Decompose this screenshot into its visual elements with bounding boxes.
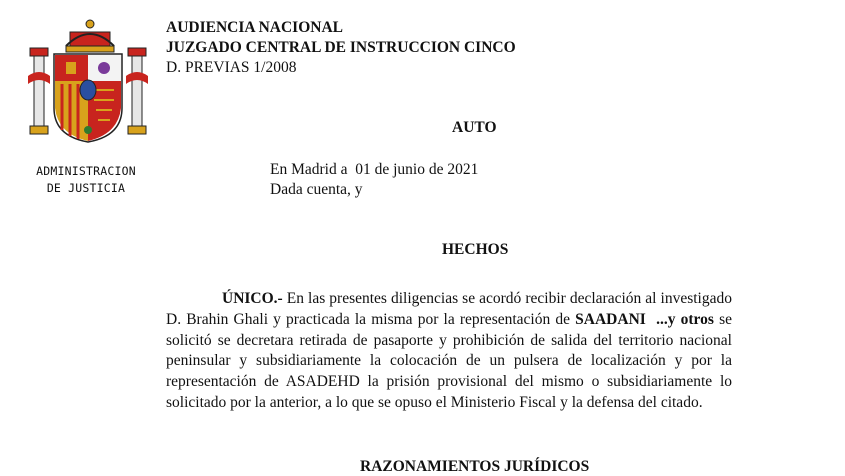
administracion-de-justicia bbox=[22, 163, 150, 197]
unico-text-2: se solicitó se decretara retirada de pasaporte y prohibición de salida del territorio nacional peninsular y subsidiariamente la colocación de un pulsera de localización y por la representación de ASADEHD la prisión provisional del mismo o subsidiariamente lo solicitado por la anterior, a lo que se opuso el Ministerio Fiscal y la defensa del citado. bbox=[166, 310, 732, 411]
admin-line-1: ADMINISTRACION bbox=[36, 164, 136, 178]
razonamientos-title: RAZONAMIENTOS JURÍDICOS bbox=[360, 458, 590, 475]
unico-bold-name: SAADANI ...y otros bbox=[575, 310, 714, 328]
case-number: D. PREVIAS 1/2008 bbox=[166, 59, 297, 76]
admin-line-2: DE JUSTICIA bbox=[46, 181, 126, 195]
unico-paragraph bbox=[166, 289, 732, 414]
spanish-coat-of-arms-icon bbox=[26, 18, 150, 146]
hechos-title: HECHOS bbox=[442, 241, 509, 258]
auto-title: AUTO bbox=[452, 119, 497, 136]
juzgado-name: JUZGADO CENTRAL DE INSTRUCCION CINCO bbox=[166, 39, 516, 56]
dada-cuenta: Dada cuenta, y bbox=[270, 181, 363, 198]
unico-label: ÚNICO.- bbox=[222, 290, 283, 307]
court-name: AUDIENCIA NACIONAL bbox=[166, 19, 343, 36]
unico-text-1: En las presentes diligencias se acordó recibir declaración al investigado D. Brahin Ghali y practicada la misma por la representación de bbox=[166, 290, 732, 328]
place-date: En Madrid a 01 de junio de 2021 bbox=[270, 161, 479, 178]
